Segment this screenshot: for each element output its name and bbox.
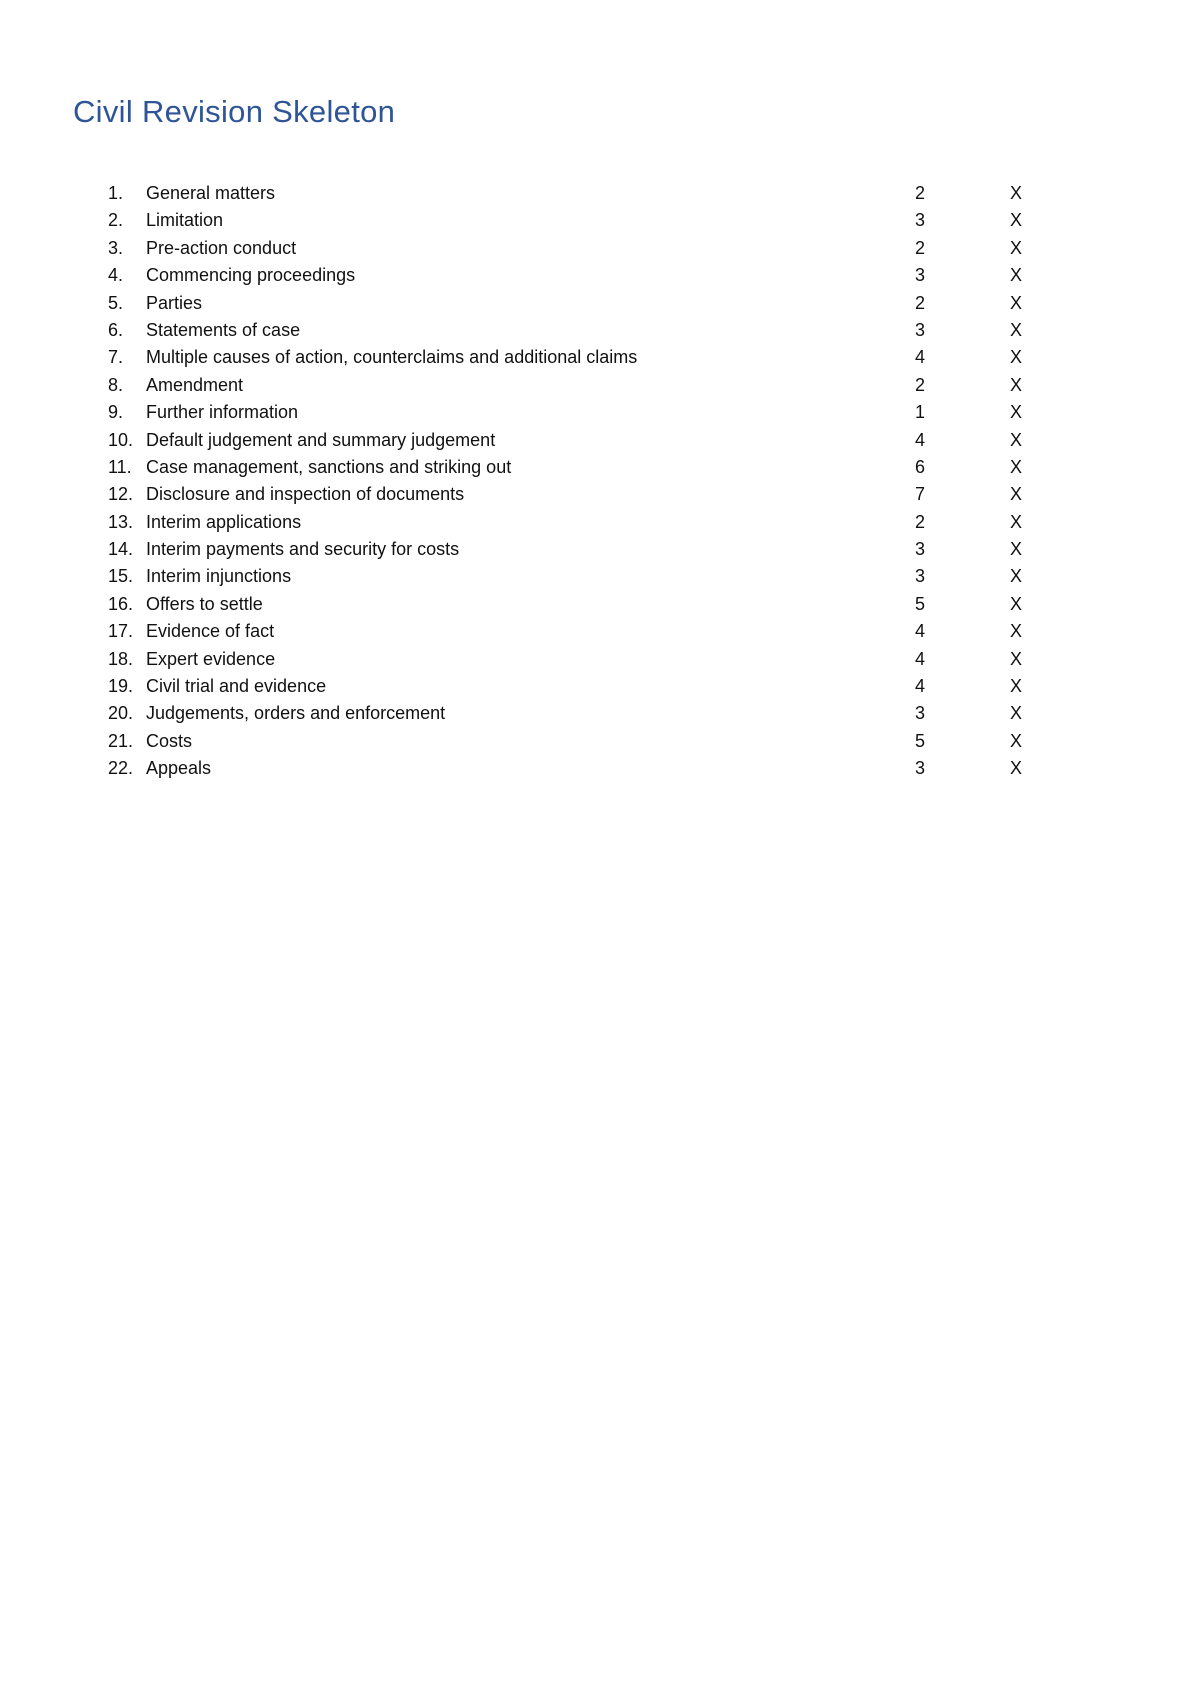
topic-number: 8. — [108, 374, 124, 395]
topic-mark: X — [1009, 210, 1022, 231]
list-item — [108, 317, 1022, 344]
topic-mark: X — [1009, 676, 1022, 697]
list-item — [108, 290, 1022, 317]
topic-count: 4 — [914, 347, 925, 368]
page-title: Civil Revision Skeleton — [73, 94, 396, 129]
topic-mark: X — [1009, 183, 1022, 203]
topic-number: 13. — [108, 511, 134, 532]
topic-number: 17. — [108, 621, 134, 642]
topic-list — [108, 180, 1022, 783]
topic-label: Pre-action conduct — [146, 237, 297, 258]
list-item — [108, 646, 1022, 673]
topic-number: 22. — [108, 758, 134, 779]
topic-count: 2 — [914, 374, 925, 395]
topic-mark: X — [1009, 539, 1022, 560]
topic-label: Civil trial and evidence — [146, 676, 327, 697]
topic-mark: X — [1009, 319, 1022, 340]
list-item — [108, 591, 1022, 618]
topic-label: Statements of case — [146, 319, 301, 340]
topic-count: 6 — [914, 456, 925, 477]
topic-count: 3 — [914, 265, 925, 286]
list-item — [108, 509, 1022, 536]
topic-count: 3 — [914, 703, 925, 724]
topic-mark: X — [1009, 374, 1022, 395]
topic-count: 4 — [914, 648, 925, 669]
topic-label: Case management, sanctions and striking out — [146, 456, 512, 477]
topic-mark: X — [1009, 648, 1022, 669]
list-item — [108, 454, 1022, 481]
topic-number: 5. — [108, 292, 124, 313]
list-item — [108, 399, 1022, 426]
topic-label: Interim applications — [146, 511, 302, 532]
topic-label: Evidence of fact — [146, 621, 275, 642]
list-item — [108, 755, 1022, 782]
topic-label: Parties — [146, 292, 203, 313]
topic-label: Multiple causes of action, counterclaims and additional claims — [146, 347, 638, 368]
topic-label: Offers to settle — [146, 593, 263, 614]
topic-number: 3. — [108, 237, 124, 258]
topic-count: 7 — [914, 484, 925, 505]
list-item — [108, 728, 1022, 755]
topic-label: Costs — [146, 730, 193, 751]
topic-number: 14. — [108, 539, 134, 560]
topic-mark: X — [1009, 566, 1022, 587]
topic-count: 5 — [914, 593, 925, 614]
topic-label: Commencing proceedings — [146, 265, 356, 286]
topic-count: 4 — [914, 429, 925, 450]
list-item — [108, 262, 1022, 289]
topic-label: Disclosure and inspection of documents — [146, 484, 465, 505]
topic-count: 4 — [914, 676, 925, 697]
topic-mark: X — [1009, 429, 1022, 450]
topic-number: 2. — [108, 210, 124, 231]
topic-count: 2 — [914, 292, 925, 313]
topic-number: 6. — [108, 319, 124, 340]
topic-number: 20. — [108, 703, 134, 724]
topic-label: Amendment — [146, 374, 244, 395]
topic-count: 4 — [914, 621, 925, 642]
topic-mark: X — [1009, 484, 1022, 505]
topic-number: 19. — [108, 676, 134, 697]
topic-label: General matters — [146, 183, 276, 203]
list-item — [108, 673, 1022, 700]
topic-count: 2 — [914, 237, 925, 258]
topic-count: 3 — [914, 319, 925, 340]
list-item — [108, 481, 1022, 508]
topic-number: 12. — [108, 484, 134, 505]
topic-label: Appeals — [146, 758, 212, 779]
topic-mark: X — [1009, 292, 1022, 313]
topic-mark: X — [1009, 511, 1022, 532]
list-item — [108, 536, 1022, 563]
topic-label: Expert evidence — [146, 648, 276, 669]
list-item — [108, 618, 1022, 645]
topic-label: Further information — [146, 402, 299, 423]
topic-count: 3 — [914, 566, 925, 587]
topic-mark: X — [1009, 347, 1022, 368]
topic-number: 1. — [108, 183, 124, 203]
topic-number: 10. — [108, 429, 134, 450]
list-item — [108, 235, 1022, 262]
topic-count: 3 — [914, 758, 925, 779]
topic-number: 11. — [108, 456, 132, 477]
list-item — [108, 427, 1022, 454]
topic-mark: X — [1009, 621, 1022, 642]
topic-number: 16. — [108, 593, 134, 614]
topic-count: 5 — [914, 730, 925, 751]
list-item — [108, 563, 1022, 590]
topic-count: 2 — [914, 511, 925, 532]
topic-mark: X — [1009, 593, 1022, 614]
topic-label: Judgements, orders and enforcement — [146, 703, 446, 724]
topic-number: 18. — [108, 648, 134, 669]
topic-count: 1 — [914, 402, 925, 423]
topic-label: Default judgement and summary judgement — [146, 429, 496, 450]
list-item — [108, 700, 1022, 727]
topic-count: 3 — [914, 539, 925, 560]
topic-count: 3 — [914, 210, 925, 231]
topic-count: 2 — [914, 183, 925, 203]
topic-mark: X — [1009, 758, 1022, 779]
topic-number: 4. — [108, 265, 124, 286]
list-item — [108, 372, 1022, 399]
topic-mark: X — [1009, 265, 1022, 286]
topic-mark: X — [1009, 730, 1022, 751]
topic-mark: X — [1009, 703, 1022, 724]
topic-number: 9. — [108, 402, 124, 423]
topic-mark: X — [1009, 456, 1022, 477]
topic-number: 15. — [108, 566, 134, 587]
topic-mark: X — [1009, 402, 1022, 423]
list-item — [108, 344, 1022, 371]
topic-label: Interim payments and security for costs — [146, 539, 460, 560]
topic-mark: X — [1009, 237, 1022, 258]
topic-number: 7. — [108, 347, 124, 368]
topic-label: Interim injunctions — [146, 566, 292, 587]
list-item — [108, 180, 1022, 207]
topic-label: Limitation — [146, 210, 224, 231]
topic-number: 21. — [108, 730, 134, 751]
list-item — [108, 207, 1022, 234]
